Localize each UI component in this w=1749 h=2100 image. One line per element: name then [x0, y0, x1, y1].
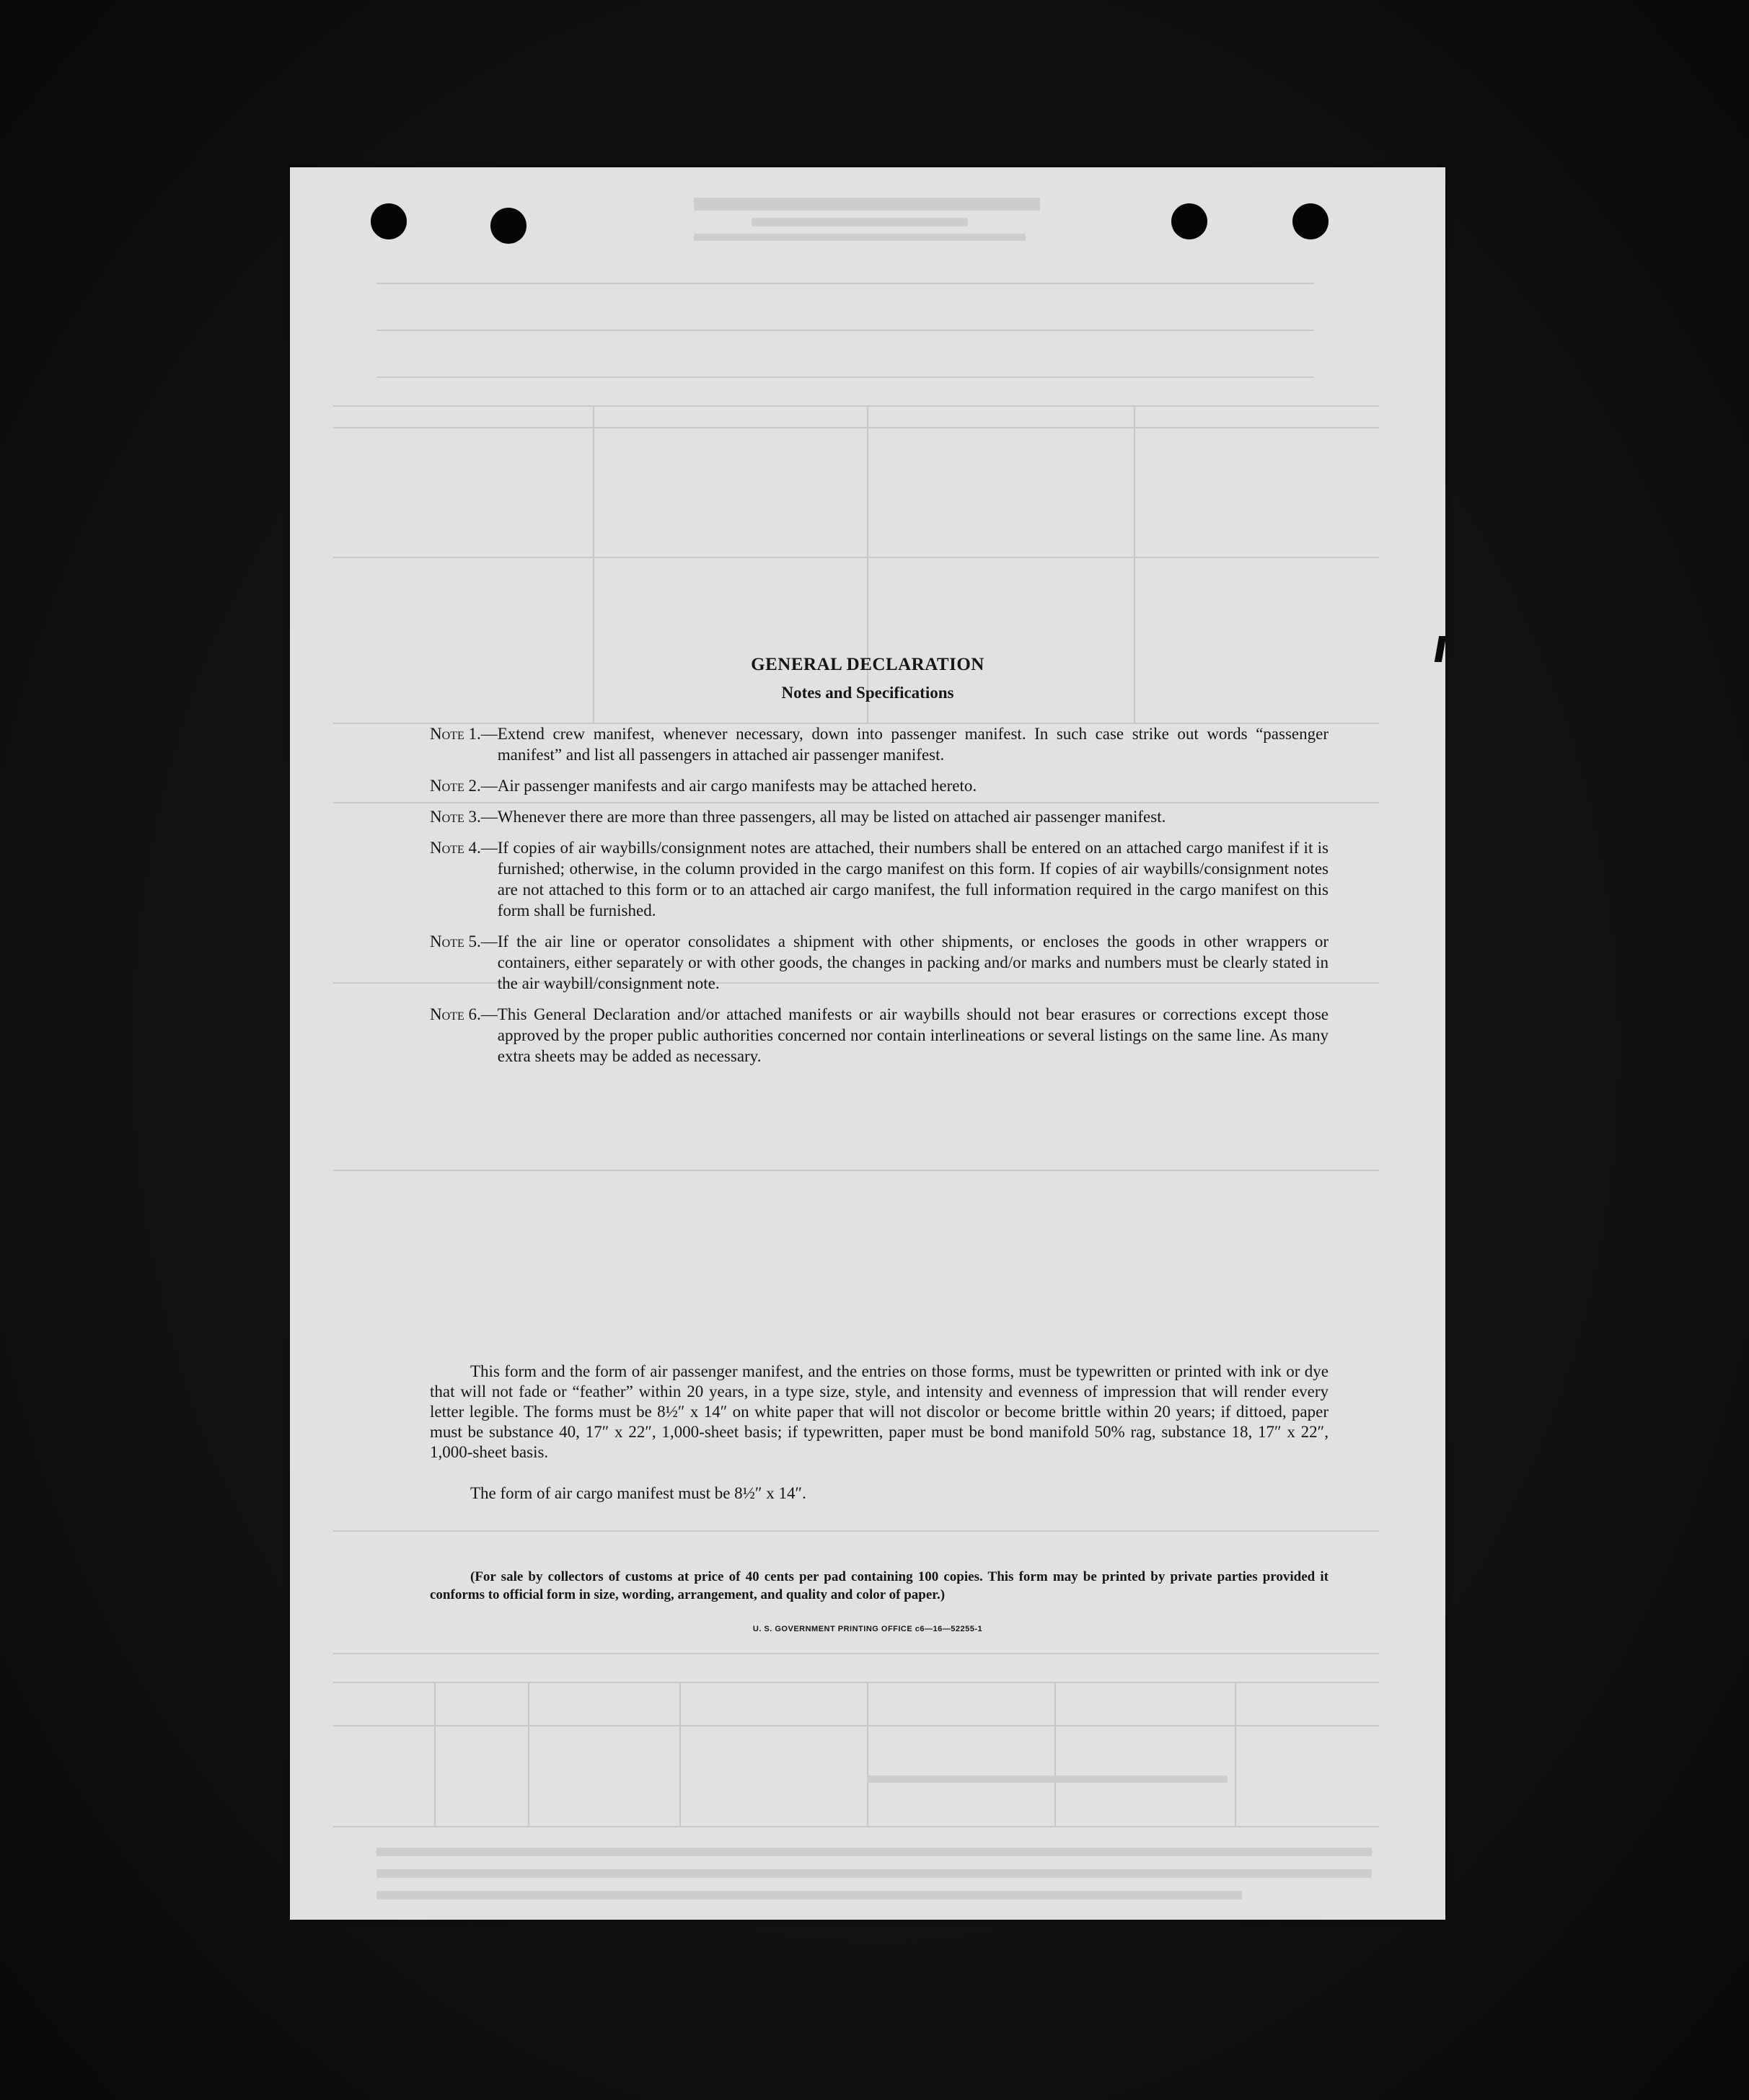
note-label: Note 2.—	[430, 777, 498, 795]
note-2	[430, 775, 1329, 796]
paper-sheet	[290, 167, 1445, 1920]
printer-imprint: U. S. GOVERNMENT PRINTING OFFICE c6—16—52255-1	[752, 1625, 983, 1633]
note-label: Note 6.—	[430, 1005, 498, 1023]
note-text: If copies of air waybills/consignment notes are attached, their numbers shall be entered on an attached cargo manifest if it is furnished; otherwise, in the column provided in the cargo manifest on this form. If copies of air waybills/consignment notes are not attached to this form or to an attached air cargo manifest, the full information required in the cargo manifest on this form shall be furnished.	[497, 839, 1329, 919]
note-text: This General Declaration and/or attached manifests or air waybills should not bear erasures or corrections except those approved by the proper public authorities concerned nor contain interlineations or several listings on the same line. As many extra sheets may be added as necessary.	[497, 1005, 1329, 1065]
note-label: Note 1.—	[430, 725, 498, 743]
note-4	[430, 837, 1329, 921]
note-6	[430, 1004, 1329, 1067]
page-subtitle: Notes and Specifications	[781, 684, 954, 702]
note-label: Note 3.—	[430, 808, 498, 826]
note-3	[430, 806, 1329, 827]
notes-list	[430, 723, 1329, 1077]
sale-notice: (For sale by collectors of customs at price of 40 cents per pad containing 100 copies. This form may be printed by private parties provided it conforms to official form in size, wording, arrangement, and quality and color of paper.)	[430, 1569, 1329, 1602]
note-text: Whenever there are more than three passengers, all may be listed on attached air passenger manifest.	[497, 808, 1166, 826]
note-label: Note 5.—	[430, 932, 498, 950]
page-title: GENERAL DECLARATION	[751, 655, 984, 674]
note-text: Extend crew manifest, whenever necessary, down into passenger manifest. In such case strike out words “passenger manifest” and list all passengers in attached air passenger manifest.	[497, 725, 1329, 764]
cargo-manifest-size-paragraph: The form of air cargo manifest must be 8½″ x 14″.	[470, 1484, 806, 1502]
note-text: Air passenger manifests and air cargo manifests may be attached hereto.	[497, 777, 977, 795]
note-1	[430, 723, 1329, 765]
note-text: If the air line or operator consolidates a shipment with other shipments, or encloses the goods in other wrappers or containers, either separately or with other goods, the changes in packing and/or marks and numbers must be clearly stated in the air waybill/consignment note.	[497, 932, 1329, 992]
notes-and-specifications-page	[290, 167, 1445, 1920]
paper-specification-paragraph: This form and the form of air passenger manifest, and the entries on those forms, must be typewritten or printed with ink or dye that will not fade or “feather” within 20 years, in a type size, style, and intensity and evenness of impression that will render every letter legible. The forms must be 8½″ x 14″ on white paper that will not discolor or become brittle within 20 years; if dittoed, paper must be substance 40, 17″ x 22″, 1,000-sheet basis; if typewritten, paper must be bond manifold 50% rag, substance 18, 17″ x 22″, 1,000-sheet basis.	[430, 1362, 1329, 1461]
note-5	[430, 931, 1329, 994]
note-label: Note 4.—	[430, 839, 498, 857]
